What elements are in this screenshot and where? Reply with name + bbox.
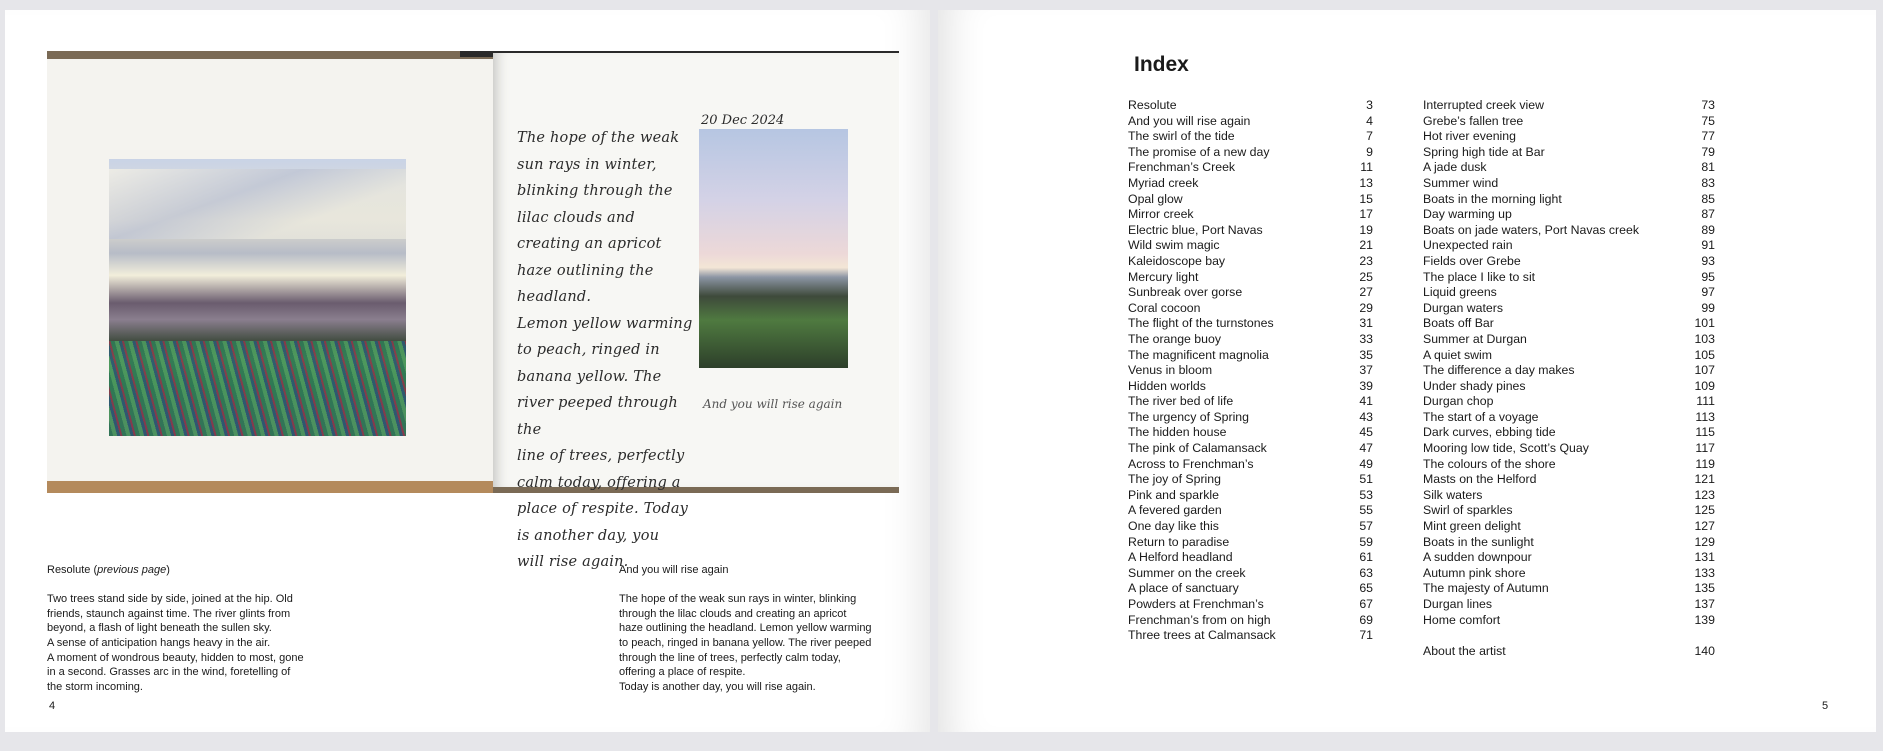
handwriting-line: will rise again. <box>517 554 629 570</box>
index-entry <box>1128 160 1373 176</box>
handwriting-line: lilac clouds and <box>517 209 635 226</box>
index-entry-page: 97 <box>1701 285 1715 300</box>
index-entry-title: Durgan lines <box>1423 597 1493 611</box>
index-entry-title: Across to Frenchman’s <box>1128 456 1254 471</box>
index-column-2 <box>1423 98 1715 659</box>
index-entry-title: The place I like to sit <box>1423 269 1536 284</box>
index-entry <box>1423 488 1715 504</box>
handwriting-line: is another day, you <box>517 527 660 544</box>
index-entry-title: Durgan waters <box>1423 300 1503 315</box>
index-entry <box>1423 207 1715 223</box>
handwriting-line: haze outlining the headland. <box>517 262 654 305</box>
index-entry <box>1128 145 1373 161</box>
index-entry <box>1423 238 1715 254</box>
caption-line: Today is another day, you will rise again. <box>619 680 816 693</box>
index-entry-title: Durgan chop <box>1423 394 1494 409</box>
index-entry-page: 49 <box>1359 456 1373 471</box>
index-entry-title: A place of sanctuary <box>1128 581 1239 596</box>
caption-line: haze outlining the headland. Lemon yellow warming <box>619 622 872 635</box>
caption-line: A sense of anticipation hangs heavy in the air. <box>47 636 271 649</box>
index-entry-page: 51 <box>1359 472 1373 487</box>
right-page <box>938 10 1876 732</box>
handwriting-line: Lemon yellow warming <box>517 315 693 332</box>
index-entry-title: Hidden worlds <box>1128 378 1206 393</box>
handwriting-line: line of trees, perfectly <box>517 448 685 464</box>
index-entry-title: Summer wind <box>1423 175 1499 190</box>
index-entry-page: 27 <box>1359 285 1373 300</box>
index-entry <box>1423 644 1715 660</box>
index-entry-page: 129 <box>1694 534 1715 549</box>
index-entry <box>1128 410 1373 426</box>
index-entry-page: 25 <box>1359 269 1373 284</box>
index-entry-page: 41 <box>1359 394 1373 409</box>
index-entry <box>1128 613 1373 629</box>
index-entry-title: Swirl of sparkles <box>1423 503 1513 518</box>
index-entry-title: The swirl of the tide <box>1128 129 1235 144</box>
index-entry-page: 99 <box>1701 300 1715 315</box>
index-entry <box>1128 472 1373 488</box>
index-entry <box>1423 425 1715 441</box>
index-column-1 <box>1128 98 1373 644</box>
index-entry-title: Liquid greens <box>1423 285 1497 300</box>
index-entry-page: 119 <box>1695 456 1715 471</box>
index-entry-title: About the artist <box>1423 643 1506 658</box>
index-entry-page: 140 <box>1694 643 1715 658</box>
table-edge <box>47 481 493 493</box>
index-entry-title: Mirror creek <box>1128 207 1194 222</box>
index-entry-title: Resolute <box>1128 98 1177 112</box>
index-entry <box>1423 613 1715 629</box>
index-entry-title: A Helford headland <box>1128 550 1233 565</box>
index-entry-title: Wild swim magic <box>1128 238 1220 253</box>
index-entry <box>1423 98 1715 114</box>
index-entry <box>1423 363 1715 379</box>
caption-line: The hope of the weak sun rays in winter, blinking <box>619 593 857 606</box>
index-entry <box>1128 270 1373 286</box>
index-entry-title: The river bed of life <box>1128 394 1234 409</box>
caption-line: the storm incoming. <box>47 680 143 693</box>
index-entry <box>1423 566 1715 582</box>
index-entry-page: 81 <box>1701 160 1715 175</box>
index-entry-page: 125 <box>1694 503 1715 518</box>
index-entry-title: Venus in bloom <box>1128 363 1213 378</box>
index-entry-page: 7 <box>1366 129 1373 144</box>
index-entry-page: 131 <box>1694 550 1715 565</box>
index-entry-title: A quiet swim <box>1423 347 1493 362</box>
index-entry-page: 53 <box>1359 487 1373 502</box>
index-entry-page: 35 <box>1359 347 1373 362</box>
index-entry <box>1128 316 1373 332</box>
index-entry <box>1423 254 1715 270</box>
index-entry-title: The difference a day makes <box>1423 363 1575 378</box>
index-entry <box>1128 223 1373 239</box>
index-entry <box>1423 535 1715 551</box>
index-entry-title: Interrupted creek view <box>1423 98 1544 112</box>
index-entry-page: 103 <box>1694 331 1715 346</box>
index-entry-title: Autumn pink shore <box>1423 565 1526 580</box>
index-entry-title: Boats in the morning light <box>1423 191 1562 206</box>
landscape-painting <box>109 159 406 436</box>
index-entry <box>1423 550 1715 566</box>
index-entry-title: The promise of a new day <box>1128 144 1270 159</box>
index-entry-title: Summer on the creek <box>1128 565 1246 580</box>
index-entry <box>1423 597 1715 613</box>
caption-resolute <box>47 563 347 694</box>
index-entry-page: 91 <box>1701 238 1715 253</box>
index-entry <box>1423 519 1715 535</box>
index-entry-page: 17 <box>1359 207 1373 222</box>
index-entry <box>1423 270 1715 286</box>
index-entry-title: Boats on jade waters, Port Navas creek <box>1423 222 1639 237</box>
index-entry-title: Sunbreak over gorse <box>1128 285 1243 300</box>
index-entry <box>1423 410 1715 426</box>
index-entry-page: 137 <box>1694 597 1715 611</box>
index-entry <box>1128 301 1373 317</box>
index-entry <box>1128 394 1373 410</box>
handwriting-line: creating an apricot <box>517 236 662 252</box>
index-entry-page: 31 <box>1359 316 1373 331</box>
index-entry-page: 59 <box>1359 534 1373 549</box>
index-entry <box>1423 223 1715 239</box>
index-entry <box>1128 535 1373 551</box>
index-entry-page: 33 <box>1359 331 1373 346</box>
index-entry <box>1423 129 1715 145</box>
index-entry-page: 67 <box>1359 597 1373 611</box>
index-entry-title: Under shady pines <box>1423 378 1526 393</box>
index-entry-title: Masts on the Helford <box>1423 472 1537 487</box>
caption-line: beyond, a flash of light beneath the sullen sky. <box>47 622 272 635</box>
index-entry <box>1128 129 1373 145</box>
handwriting-line: calm today, offering a <box>517 474 681 491</box>
index-entry <box>1128 519 1373 535</box>
caption-title: And you will rise again <box>619 564 729 576</box>
index-entry-title: Fields over Grebe <box>1423 253 1521 268</box>
index-entry <box>1423 394 1715 410</box>
index-entry-title: The urgency of Spring <box>1128 409 1249 424</box>
index-entry <box>1423 379 1715 395</box>
index-entry-page: 65 <box>1359 581 1373 596</box>
index-entry-page: 79 <box>1701 144 1715 159</box>
caption-body <box>47 592 347 694</box>
caption-line: Two trees stand side by side, joined at the hip. Old <box>47 593 293 606</box>
index-entry-page: 77 <box>1701 129 1715 144</box>
index-entry <box>1128 348 1373 364</box>
index-entry-title: The colours of the shore <box>1423 456 1556 471</box>
index-entry-title: Day warming up <box>1423 207 1512 222</box>
index-entry-page: 127 <box>1694 519 1715 534</box>
index-entry-title: Spring high tide at Bar <box>1423 144 1545 159</box>
handwriting-line: place of respite. Today <box>517 501 689 517</box>
left-page <box>5 10 930 732</box>
index-entry-page: 139 <box>1694 612 1715 627</box>
index-entry-page: 133 <box>1694 565 1715 580</box>
index-entry <box>1128 441 1373 457</box>
index-entry-title: The majesty of Autumn <box>1423 581 1549 596</box>
index-entry <box>1423 348 1715 364</box>
index-entry-page: 121 <box>1694 472 1715 487</box>
index-entry-page: 57 <box>1359 519 1373 534</box>
handwritten-note <box>517 125 702 576</box>
index-entry <box>1128 254 1373 270</box>
index-entry-page: 93 <box>1701 253 1715 268</box>
caption-title: Resolute (previous page) <box>47 564 170 576</box>
index-entry <box>1128 379 1373 395</box>
index-entry-page: 63 <box>1359 565 1373 580</box>
index-entry-title: Unexpected rain <box>1423 238 1513 253</box>
caption-line: in a second. Grasses arc in the wind, foretelling of <box>47 666 291 679</box>
index-entry <box>1423 192 1715 208</box>
handwriting-line: river peeped through the <box>517 395 678 438</box>
handwriting-line: blinking through the <box>517 183 673 199</box>
index-entry <box>1128 285 1373 301</box>
index-entry-page: 9 <box>1366 144 1373 159</box>
index-entry-page: 47 <box>1359 441 1373 456</box>
index-entry-title: Silk waters <box>1423 487 1483 502</box>
index-entry-page: 11 <box>1360 160 1373 175</box>
index-entry-title: Boats off Bar <box>1423 316 1494 331</box>
handwriting-line: The hope of the weak <box>517 130 680 146</box>
index-entry-title: Home comfort <box>1423 612 1501 627</box>
index-entry-title: Boats in the sunlight <box>1423 534 1534 549</box>
index-entry-page: 109 <box>1694 378 1715 393</box>
index-entry-page: 4 <box>1366 113 1373 128</box>
page-number: 4 <box>49 700 56 712</box>
index-entry-page: 105 <box>1694 347 1715 362</box>
handwriting-line: sun rays in winter, <box>517 156 657 173</box>
index-entry <box>1423 503 1715 519</box>
index-entry-title: Hot river evening <box>1423 129 1516 144</box>
index-entry-title: And you will rise again <box>1128 113 1251 128</box>
index-entry-page: 13 <box>1359 175 1373 190</box>
index-entry-title: Frenchman’s from on high <box>1128 612 1271 627</box>
index-entry <box>1423 457 1715 473</box>
index-entry-title: Kaleidoscope bay <box>1128 253 1226 268</box>
index-entry-title: A jade dusk <box>1423 160 1487 175</box>
index-entry-title: Dark curves, ebbing tide <box>1423 425 1556 440</box>
caption-line: through the lilac clouds and creating an apricot <box>619 607 847 620</box>
index-entry <box>1423 160 1715 176</box>
index-entry <box>1128 192 1373 208</box>
index-entry-title: A sudden downpour <box>1423 550 1532 565</box>
index-entry-page: 61 <box>1359 550 1373 565</box>
index-entry-page: 85 <box>1701 191 1715 206</box>
index-entry-page: 113 <box>1695 409 1715 424</box>
index-entry-title: One day like this <box>1128 519 1219 534</box>
index-title: Index <box>1134 53 1189 76</box>
index-entry-title: Frenchman’s Creek <box>1128 160 1236 175</box>
index-entry-page: 101 <box>1694 316 1715 331</box>
index-entry <box>1423 441 1715 457</box>
index-entry <box>1423 145 1715 161</box>
index-entry-title: The orange buoy <box>1128 331 1221 346</box>
caption-line: through the line of trees, perfectly calm today, <box>619 651 841 664</box>
caption-body <box>619 592 919 694</box>
index-entry-title: Mooring low tide, Scott’s Quay <box>1423 441 1589 456</box>
index-entry-page: 3 <box>1366 98 1373 112</box>
index-entry <box>1423 301 1715 317</box>
index-entry <box>1423 316 1715 332</box>
caption-line: friends, staunch against time. The river glints from <box>47 607 291 620</box>
index-entry-title: Summer at Durgan <box>1423 331 1527 346</box>
index-entry-page: 111 <box>1696 394 1715 409</box>
index-entry-title: Electric blue, Port Navas <box>1128 222 1263 237</box>
index-entry-page: 87 <box>1701 207 1715 222</box>
index-entry-page: 45 <box>1359 425 1373 440</box>
index-entry-title: Opal glow <box>1128 191 1183 206</box>
index-entry-page: 117 <box>1695 441 1715 456</box>
index-entry <box>1128 114 1373 130</box>
caption-line: A moment of wondrous beauty, hidden to most, gone <box>47 651 304 664</box>
index-entry-title: Mint green delight <box>1423 519 1521 534</box>
index-entry <box>1128 332 1373 348</box>
index-entry-page: 135 <box>1694 581 1715 596</box>
index-entry <box>1128 363 1373 379</box>
index-entry <box>1128 207 1373 223</box>
index-entry <box>1128 581 1373 597</box>
index-entry-title: The magnificent magnolia <box>1128 347 1269 362</box>
index-entry <box>1423 581 1715 597</box>
index-entry <box>1128 457 1373 473</box>
index-entry-page: 43 <box>1359 409 1373 424</box>
index-entry <box>1423 285 1715 301</box>
index-entry-title: A fevered garden <box>1128 503 1222 518</box>
index-entry-page: 71 <box>1359 628 1373 643</box>
index-entry-page: 19 <box>1359 222 1373 237</box>
index-entry <box>1128 503 1373 519</box>
index-entry-title: Grebe’s fallen tree <box>1423 113 1524 128</box>
index-entry <box>1128 176 1373 192</box>
index-entry <box>1128 425 1373 441</box>
index-entry-title: The pink of Calamansack <box>1128 441 1267 456</box>
index-entry-title: Coral cocoon <box>1128 300 1201 315</box>
print-date: 20 Dec 2024 <box>701 113 785 128</box>
painting-sky <box>109 169 406 239</box>
landscape-photo-print <box>699 129 848 368</box>
index-entry-title: Pink and sparkle <box>1128 487 1219 502</box>
index-entry-page: 73 <box>1701 98 1715 112</box>
index-entry-title: Powders at Frenchman’s <box>1128 597 1264 611</box>
index-entry-title: Myriad creek <box>1128 175 1199 190</box>
index-entry-page: 69 <box>1359 612 1373 627</box>
index-entry-title: The flight of the turnstones <box>1128 316 1274 331</box>
index-entry-title: Three trees at Calmansack <box>1128 628 1276 643</box>
index-entry <box>1423 114 1715 130</box>
index-entry-page: 23 <box>1359 253 1373 268</box>
index-entry <box>1128 628 1373 644</box>
index-entry <box>1128 98 1373 114</box>
index-entry <box>1128 550 1373 566</box>
index-entry-page: 83 <box>1701 175 1715 190</box>
handwriting-line: banana yellow. The <box>517 368 662 385</box>
index-entry <box>1128 488 1373 504</box>
index-entry <box>1128 238 1373 254</box>
index-entry <box>1128 597 1373 613</box>
index-entry-page: 39 <box>1359 378 1373 393</box>
index-entry-page: 15 <box>1359 191 1373 206</box>
painting-grass <box>109 341 406 436</box>
index-entry-title: Return to paradise <box>1128 534 1230 549</box>
index-entry <box>1423 332 1715 348</box>
index-entry <box>1423 472 1715 488</box>
index-entry-page: 55 <box>1359 503 1373 518</box>
index-entry <box>1423 176 1715 192</box>
print-caption: And you will rise again <box>703 397 843 411</box>
index-entry-page: 75 <box>1701 113 1715 128</box>
index-entry-page: 95 <box>1701 269 1715 284</box>
index-entry-page: 115 <box>1695 425 1715 440</box>
index-entry-title: The start of a voyage <box>1423 409 1539 424</box>
index-entry-title: The joy of Spring <box>1128 472 1221 487</box>
caption-line: to peach, ringed in banana yellow. The river peeped <box>619 636 872 649</box>
index-entry-page: 123 <box>1694 487 1715 502</box>
caption-rise-again <box>619 563 919 694</box>
index-entry <box>1128 566 1373 582</box>
index-entry-page: 29 <box>1359 300 1373 315</box>
caption-line: offering a place of respite. <box>619 666 746 679</box>
index-entry-page: 37 <box>1359 363 1373 378</box>
page-number: 5 <box>1822 700 1829 712</box>
index-entry-page: 107 <box>1694 363 1715 378</box>
index-entry-page: 21 <box>1359 238 1373 253</box>
index-entry-page: 89 <box>1701 222 1715 237</box>
index-entry-title: The hidden house <box>1128 425 1227 440</box>
handwriting-line: to peach, ringed in <box>517 342 660 358</box>
index-entry-title: Mercury light <box>1128 269 1199 284</box>
